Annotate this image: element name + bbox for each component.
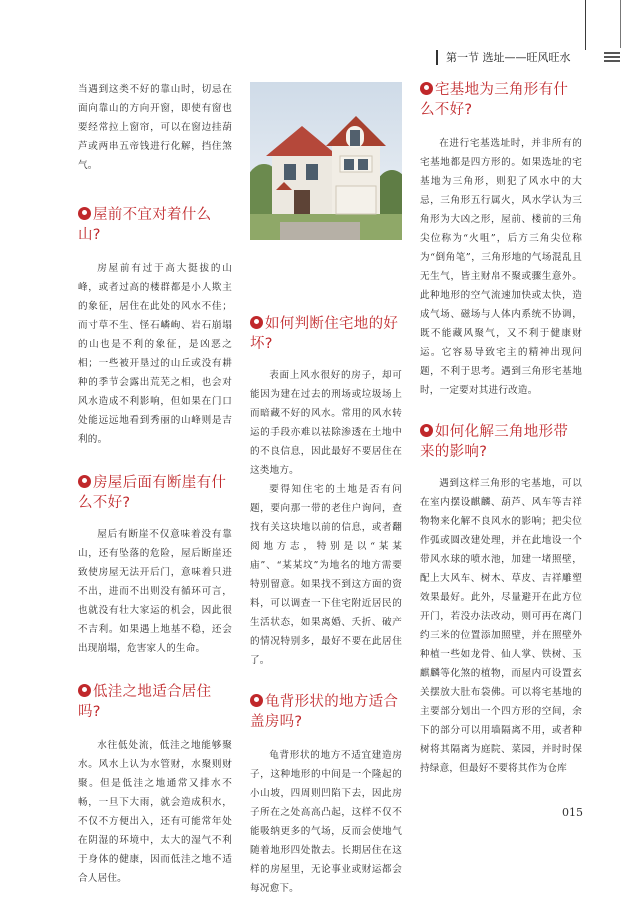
paragraph-rear-cliff: 屋后有断崖不仅意味着没有靠山，还有坠落的危险，屋后断崖还致使房屋无法开后门，意味着只进不出，进而不出则没有循环可言，也就没有壮大家运的机会，因此很不吉利。如果遇上地基不稳，还会出现崩塌，危害家人的生命。 [78, 529, 232, 654]
section-bullet-icon [420, 82, 433, 95]
header-label: 第一节 选址——旺风旺水 [446, 51, 571, 64]
paragraph-low-land: 水往低处流，低洼之地能够聚水。风水上认为水管财，水聚则财聚。但是低洼之地通常又排水不畅，一旦下大雨，就会造成积水，不仅不方便出入，还有可能常年处在阴湿的环境中，太大的湿气不利于身体的健康，因而低洼之地不适合人居住。 [78, 740, 232, 884]
heading-low-land: 低洼之地适合居住吗? [78, 684, 212, 720]
heading-turtle-back: 龟背形状的地方适合盖房吗? [250, 694, 399, 730]
heading-judge-land: 如何判断住宅地的好坏? [250, 316, 399, 352]
section-bullet-icon [78, 684, 91, 697]
section-bullet-icon [78, 207, 91, 220]
paragraph-turtle-back: 龟背形状的地方不适宜建造房子，这种地形的中间是一个隆起的小山坡，四周则凹陷下去，因此房子所在之处高高凸起，这样不仅不能吸纳更多的气场，反而会使地气随着地形四处散去。长期居住在这样的房屋里，无论事业或财运都会每况愈下。 [250, 750, 402, 894]
section-bullet-icon [420, 424, 433, 437]
column-left [78, 80, 232, 888]
page-number: 015 [562, 806, 583, 819]
paragraph-judge-land-2: 要得知住宅的土地是否有问题，要向那一带的老住户询问，查找有关这块地以前的信息，或者翻阅地方志，特别是以“某某庙”、“某某坟”为地名的地方需要特别留意。如果找不到这方面的资料，可以调查一下住宅附近居民的生活状态，如果离婚、夭折、破产的情况特别多，最好不要在此居住了。 [250, 484, 402, 666]
paragraph-judge-land-1: 表面上风水很好的房子，却可能因为建在过去的刑场或垃圾场上而暗藏不好的风水。常用的风水转运的手段亦难以祛除渗透在土地中的不良信息，因此最好不要居住在这类地方。 [250, 370, 402, 476]
paragraph-triangle-land: 在进行宅基选址时，并非所有的宅基地都是四方形的。如果选址的宅基地为三角形，则犯了风水中的大忌，三角形五行属火，风水学认为三角形为大凶之形，屋前、楼前的三角尖位称为“火咀”，后方三角尖位称为“倒角笔”，三角形地的气场混乱且无生气，皆主财帛不聚或骤生意外。此种地形的空气流速加快或太快，造成气场、磁场与人体内系统不协调，既不能藏风聚气，又不利于健康财运。它容易导致宅主的精神出现问题，不利于思考。遇到三角形宅基地时，一定要对其进行改造。 [420, 138, 582, 396]
heading-triangle-land: 宅基地为三角形有什么不好? [420, 82, 569, 118]
paragraph-front-mountain: 房屋前有过于高大挺拔的山峰，或者过高的楼群都是小人欺主的象征，居住在此处的风水不佳；而寸草不生、怪石嶙峋、岩石崩塌的山也是不利的象征，是凶恶之相；一些被开垦过的山丘或没有耕种的季节会露出荒芜之相，也会对风水造成不利影响，但如果在门口处能远远地看到秀丽的山峰则是吉利的。 [78, 263, 232, 445]
heading-rear-cliff: 房屋后面有断崖有什么不好? [78, 475, 227, 511]
section-bullet-icon [78, 475, 91, 488]
right-edge-rule [620, 0, 621, 48]
running-header [436, 48, 622, 68]
menu-lines-icon [604, 52, 620, 64]
heading-triangle-remedy: 如何化解三角地形带来的影响? [420, 424, 569, 460]
house-photo [250, 82, 402, 240]
section-bullet-icon [250, 694, 263, 707]
heading-front-mountain: 屋前不宜对着什么山? [78, 207, 212, 243]
intro-paragraph: 当遇到这类不好的靠山时，切忌在面向靠山的方向开窗，即使有窗也要经常拉上窗帘，可以在窗边挂葫芦或两串五帝钱进行化解，挡住煞气。 [78, 84, 232, 171]
paragraph-triangle-remedy: 遇到这样三角形的宅基地，可以在室内摆设麒麟、葫芦、风车等吉祥物物来化解不良风水的影响；把尖位作弧或圆改建处理，并在此地设一个带风水球的喷水池，加建一堵照壁，配上大风车、树木、草皮、吉祥雕塑效果最好。此外，尽量避开在此方位开门，若没办法改动，则可再在离门约三米的位置添加照壁，并在照壁外种植一些如龙骨、仙人掌、铁树、玉麒麟等化煞的植物，而屋内可设置玄关摆放大肚布袋佛。可以将宅基地的主要部分划出一个四方形的空间，余下的部分可以用墙隔离不用，或者种树将其隔离为庭院、菜园，并时时保持绿意，但最好不要将其作为仓库 [420, 478, 582, 774]
right-rule [585, 0, 586, 50]
section-bullet-icon [250, 316, 263, 329]
column-right [420, 80, 582, 778]
column-middle [250, 80, 402, 898]
header-divider [436, 50, 438, 65]
